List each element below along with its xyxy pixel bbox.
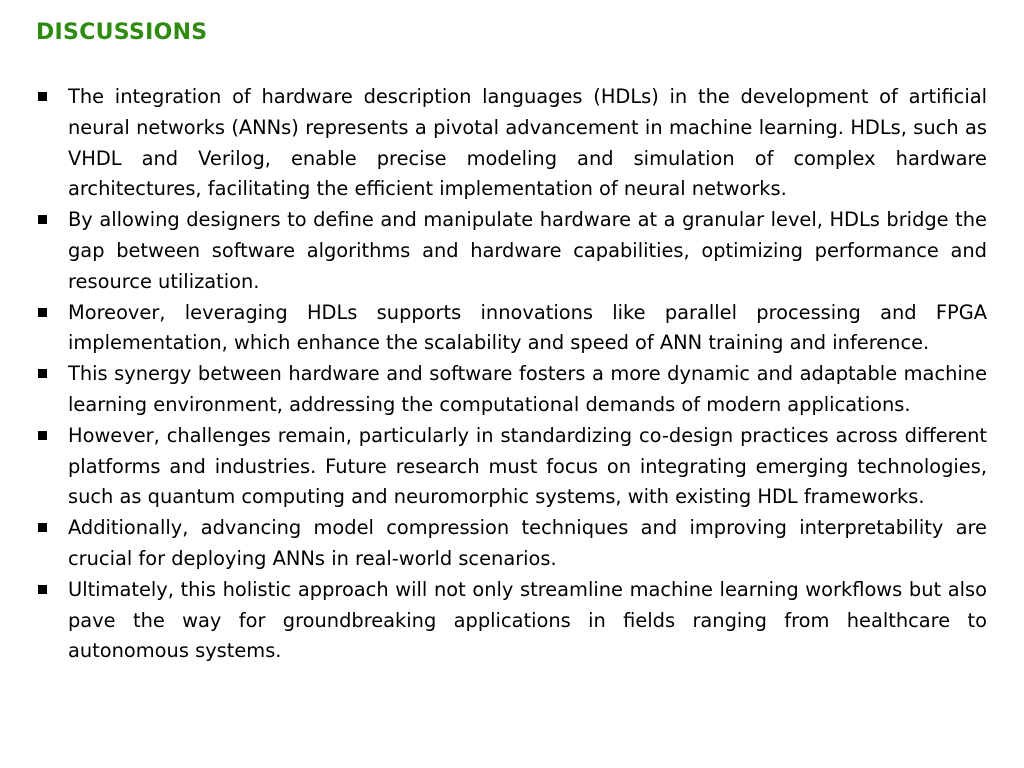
bullet-text: Additionally, advancing model compression techniques and improving interpretability are crucial for deploying ANNs in real-world scenarios. [68, 516, 987, 570]
square-bullet-icon [38, 215, 47, 224]
bullet-text: Ultimately, this holistic approach will not only streamline machine learning workflows but also pave the way for groundbreaking applications in fields ranging from healthcare to autonomous systems. [68, 577, 987, 663]
square-bullet-icon [38, 92, 47, 101]
bullet-item [36, 298, 987, 360]
slide-title: DISCUSSIONS [36, 20, 208, 45]
square-bullet-icon [38, 585, 47, 594]
bullet-item [36, 205, 987, 297]
square-bullet-icon [38, 523, 47, 532]
square-bullet-icon [38, 308, 47, 317]
bullet-text: The integration of hardware description languages (HDLs) in the development of artificial neural networks (ANNs) represents a pivotal advancement in machine learning. HDLs, such as VHDL and Verilog, enable precise modeling and simulation of complex hardware architectures, facilitating the efficient implementation of neural networks. [68, 85, 987, 201]
bullet-item [36, 421, 987, 513]
bullet-text: Moreover, leveraging HDLs supports innovations like parallel processing and FPGA implementation, which enhance the scalability and speed of ANN training and inference. [68, 300, 987, 355]
bullet-item [36, 82, 987, 205]
square-bullet-icon [38, 431, 47, 440]
bullet-text: By allowing designers to define and manipulate hardware at a granular level, HDLs bridge the gap between software algorithms and hardware capabilities, optimizing performance and resource utilization. [68, 208, 987, 293]
bullet-item [36, 359, 987, 421]
bullet-item [36, 575, 987, 667]
bullet-text: However, challenges remain, particularly in standardizing co-design practices across different platforms and industries. Future research must focus on integrating emerging technologies, such as quantum computing and neuromorphic systems, with existing HDL frameworks. [68, 423, 987, 509]
bullet-item [36, 513, 987, 575]
square-bullet-icon [38, 369, 47, 378]
bullet-list [36, 82, 987, 667]
bullet-text: This synergy between hardware and software fosters a more dynamic and adaptable machine learning environment, addressing the computational demands of modern applications. [68, 362, 987, 416]
